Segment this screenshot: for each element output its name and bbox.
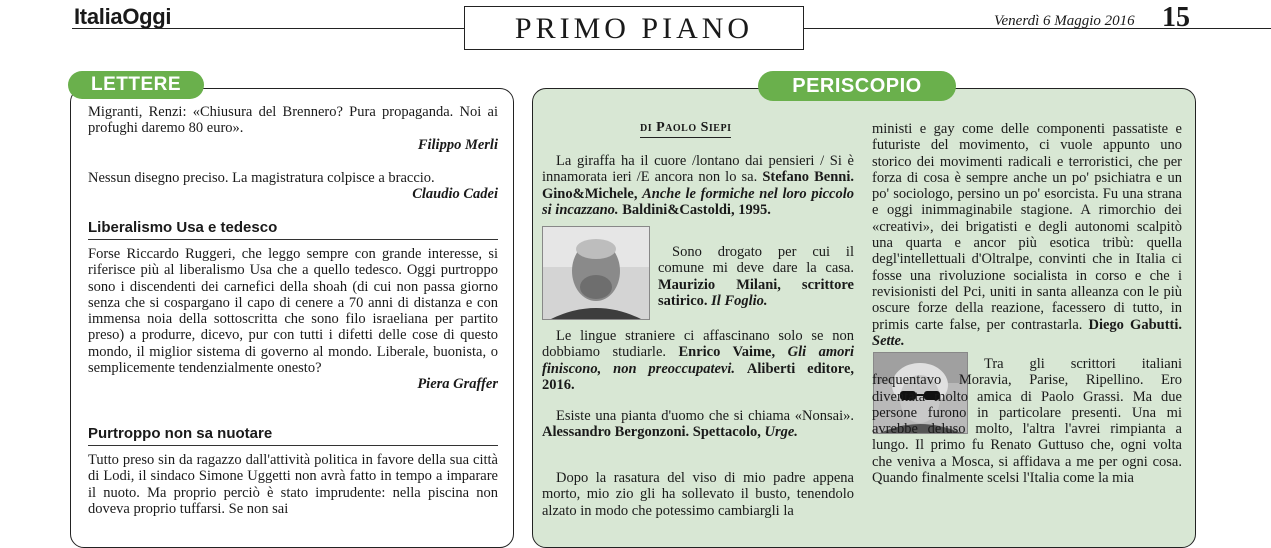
letter-item bbox=[88, 104, 498, 153]
letter-body: Forse Riccardo Ruggeri, che leggo sempre con grande interesse, si riferisce più al liberalismo Usa che a quello tedesco. Oggi purtroppo sono i discendenti dei carnefici della shoah (di cui non passa giorno senza che si cospargano il capo di cenere a 70 anni di distanza e con immensa noia della sottoscritta che sono filo israeliana per partito preso) a produrre, dicevo, pur con tutti i difetti delle cose di questo mondo, il miglior sistema di governo al mondo. Liberale, buonista, o semplicemente tendenzialmente onesto? bbox=[88, 246, 498, 377]
letter-item bbox=[88, 246, 498, 393]
letter-body: Tutto preso sin da ragazzo dall'attività politica in favore della sua città di Lodi, il sindaco Simone Uggetti non avrà fatto in tempo a imparare il nuoto. Ma proprio perciò è stato imprudente: nella piscina non doveva proprio tuffarsi. Se non sai bbox=[88, 452, 498, 517]
letter-heading: Purtroppo non sa nuotare bbox=[88, 425, 498, 446]
man-portrait-icon bbox=[543, 227, 649, 319]
author-photo bbox=[542, 226, 650, 320]
quote-source: Maurizio Milani, scrittore satirico. bbox=[658, 276, 854, 309]
section-title: PRIMO PIANO bbox=[464, 6, 804, 50]
newspaper-logo: ItaliaOggi bbox=[74, 4, 172, 29]
page-number: 15 bbox=[1162, 2, 1190, 33]
letter-text: Nessun disegno preciso. La magistratura colpisce a braccio. bbox=[88, 170, 435, 186]
quote bbox=[872, 121, 1182, 349]
quote-source-title: Urge. bbox=[764, 424, 798, 441]
quote-text: ministi e gay come delle componenti passatiste e futuriste del movimento, ci vuole appunto uno storico dei movimenti radicali e terroristici, che per forza di cosa è sempre anche un po' psichiatra e un po' sociologo, persino un po' esorcista. Fu una strana e oggi inimmaginabile stagione. A rimorchio dei «creativi», dei brigatisti e degli autonomi scalpitò una quarta e ancor più esotica tribù: quella degl'intellettuali d'Oltralpe, convinti che in Italia ci fosse una rivoluzione socialista in corso e che i revisionisti del Pci, uniti in santa alleanza con le più oscure forze della reazione, facessero di tutto, in primis carte false, per contrastarla. bbox=[872, 121, 1182, 333]
quote-text: Sono drogato per cui il comune mi deve dare la casa. bbox=[658, 244, 854, 277]
lettere-section-label: LETTERE bbox=[68, 71, 204, 99]
quote-source-title: Anche le formiche nel loro piccolo si incazzano. bbox=[542, 185, 855, 218]
letter-author: Filippo Merli bbox=[417, 136, 498, 153]
quote-source: Aliberti editore, 2016. bbox=[542, 360, 854, 393]
quote bbox=[542, 470, 854, 519]
quote-text: Le lingue straniere ci affascinano solo se non dobbiamo studiarle. bbox=[542, 328, 854, 361]
quote-text: Dopo la rasatura del viso di mio padre appena morto, mio zio gli ha sollevato il busto, tenendolo alzato in modo che potessimo cambiargli la bbox=[542, 470, 854, 519]
letter-heading: Liberalismo Usa e tedesco bbox=[88, 219, 498, 240]
byline: di Paolo Siepi bbox=[640, 120, 731, 138]
letter-author: Claudio Cadei bbox=[412, 186, 498, 203]
quote-source-title: Gli amori finiscono, non preoccupatevi. bbox=[542, 344, 855, 377]
quote bbox=[872, 356, 1182, 486]
quote-source: Baldini&Castoldi, 1995. bbox=[622, 201, 771, 218]
quote-text: Esiste una pianta d'uomo che si chiama «Nonsai». bbox=[556, 408, 854, 424]
quote bbox=[542, 153, 854, 218]
letter-text: Migranti, Renzi: «Chiusura del Brennero? Pura propaganda. Noi ai profughi daremo 80 euro». bbox=[88, 104, 498, 137]
quote-source: Enrico Vaime, bbox=[678, 344, 776, 361]
quote-text: Tra gli scrittori italiani frequentavo Moravia, Parise, Ripellino. Ero diventata molto amica di Paolo Grassi. Ma due persone furono in particolare presenti. Una mi avrebbe deluso molto, l'altra l'avrei rimpianta a lungo. Il primo fu Renato Guttuso che, ogni volta che veniva a Mosca, si affidava a me per ogni cosa. Quando finalmente scelsi l'Italia come la mia bbox=[872, 356, 1182, 487]
quote-source-title: Il Foglio. bbox=[711, 292, 768, 309]
quote-text: La giraffa ha il cuore /lontano dai pensieri / Si è innamorata ieri /E ancora non lo sa. bbox=[542, 153, 854, 186]
letter-author: Piera Graffer bbox=[417, 376, 498, 393]
quote-source: Stefano Benni. Gino&Michele, bbox=[542, 169, 854, 202]
letter-item bbox=[88, 170, 498, 203]
issue-date: Venerdì 6 Maggio 2016 bbox=[994, 13, 1135, 29]
letter-item bbox=[88, 452, 498, 517]
periscopio-section-label: PERISCOPIO bbox=[758, 71, 956, 101]
masthead bbox=[0, 0, 1271, 46]
quote bbox=[542, 408, 854, 441]
quote-source-title: Sette. bbox=[872, 332, 905, 349]
quote bbox=[658, 244, 854, 309]
quote-source: Alessandro Bergonzoni. Spettacolo, bbox=[542, 424, 761, 441]
quote-source: Diego Gabutti. bbox=[1088, 316, 1183, 333]
quote bbox=[542, 328, 854, 393]
